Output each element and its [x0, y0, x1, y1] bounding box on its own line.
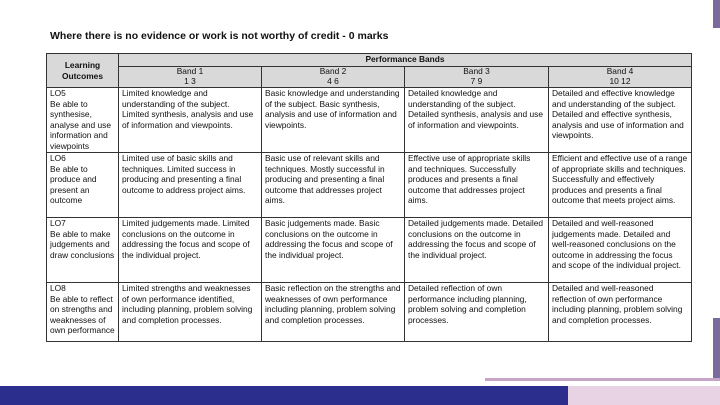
band-4-header: [549, 67, 692, 88]
side-accent-bar-top: [713, 0, 720, 28]
side-accent-bar-bottom: [713, 318, 720, 380]
band-range: 1 3: [184, 75, 196, 86]
band-3-header: [405, 67, 549, 88]
band-2-header: [262, 67, 405, 88]
band-label: Band 1: [176, 66, 204, 76]
band-cell: Limited knowledge and understanding of the subject. Limited synthesis, analysis and use of information and viewpoints.: [119, 88, 262, 153]
band-cell: Detailed and effective knowledge and understanding of the subject. Detailed and effective synthesis, analysis and use of information and viewpoints.: [549, 88, 692, 153]
learning-outcome-cell: LO8 Be able to reflect on strengths and weaknesses of own performance: [47, 283, 119, 342]
learning-outcomes-header: Learning Outcomes: [47, 54, 119, 88]
band-cell: Detailed and well-reasoned judgements made. Detailed and well-reasoned conclusions on the outcome in addressing the focus and scope of the individual project.: [549, 218, 692, 283]
band-cell: Limited judgements made. Limited conclusions on the outcome in addressing the focus and scope of the individual project.: [119, 218, 262, 283]
band-cell: Basic knowledge and understanding of the subject. Basic synthesis, analysis and use of information and viewpoints.: [262, 88, 405, 153]
band-cell: Basic use of relevant skills and techniques. Mostly successful in producing and presenting a final outcome that addresses project aims.: [262, 153, 405, 218]
band-range: 10 12: [609, 75, 631, 86]
band-cell: Basic reflection on the strengths and weaknesses of own performance including planning, problem solving and completion processes.: [262, 283, 405, 342]
footer-stripe-pink: [568, 386, 720, 405]
table-row: [47, 283, 692, 342]
band-cell: Detailed reflection of own performance including planning, problem solving and completion processes.: [405, 283, 549, 342]
band-label: Band 4: [606, 66, 634, 76]
footer-stripe-navy: [0, 386, 568, 405]
learning-outcome-cell: LO7 Be able to make judgements and draw conclusions: [47, 218, 119, 283]
band-cell: Detailed and well-reasoned reflection of own performance including planning, problem solving and completion processes.: [549, 283, 692, 342]
band-cell: Efficient and effective use of a range of appropriate skills and techniques. Successfully and effectively produces and presents a final outcome that meets project aims.: [549, 153, 692, 218]
band-1-header: [119, 67, 262, 88]
band-label: Band 3: [463, 66, 490, 76]
band-cell: Detailed judgements made. Detailed conclusions on the outcome in addressing the focus and scope of the individual project.: [405, 218, 549, 283]
band-range: 7 9: [470, 75, 483, 86]
accent-line: [485, 378, 720, 381]
performance-bands-table: [46, 53, 692, 342]
band-cell: Basic judgements made. Basic conclusions on the outcome in addressing the focus and scope of the individual project.: [262, 218, 405, 283]
band-range: 4 6: [327, 75, 339, 86]
band-cell: Limited use of basic skills and techniques. Limited success in producing and presenting a final outcome to address project aims.: [119, 153, 262, 218]
table-row: [47, 88, 692, 153]
band-cell: Detailed knowledge and understanding of the subject. Detailed synthesis, analysis and use of information and viewpoints.: [405, 88, 549, 153]
learning-outcome-cell: LO5 Be able to synthesise, analyse and use information and viewpoints: [47, 88, 119, 153]
table-row: [47, 153, 692, 218]
band-cell: Effective use of appropriate skills and techniques. Successfully produces and presents a final outcome that addresses project aims.: [405, 153, 549, 218]
band-label: Band 2: [319, 66, 347, 76]
band-cell: Limited strengths and weaknesses of own performance identified, including planning, problem solving and completion processes.: [119, 283, 262, 342]
learning-outcome-cell: LO6 Be able to produce and present an outcome: [47, 153, 119, 218]
table-row: [47, 218, 692, 283]
performance-bands-header: Performance Bands: [119, 54, 692, 67]
document-title: Where there is no evidence or work is not worthy of credit - 0 marks: [50, 30, 389, 42]
